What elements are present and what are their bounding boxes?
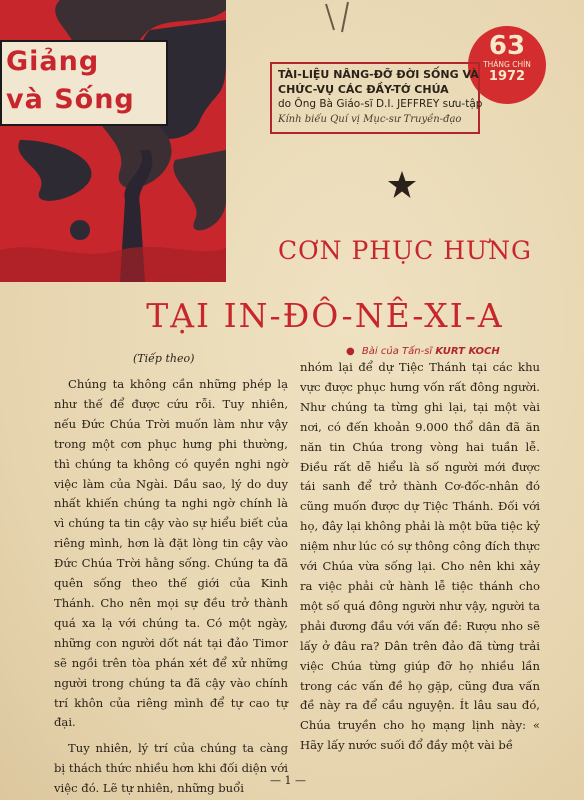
- info-line2: CHỨC-VỤ CÁC ĐẦY-TỚ CHÚA: [278, 83, 449, 96]
- continued-label: (Tiếp theo): [133, 352, 195, 365]
- bullet-icon: ●: [346, 346, 355, 357]
- left-paragraph-1: Chúng ta không cần những phép lạ như thế để được cứu rỗi. Tuy nhiên, nếu Đức Chúa Trời muốn làm như vậy trong một cơn phục hưng phi thường, thì chúng ta không có quyền nghi ngờ việc làm của Ngài. Dầu sao, lý do duy nhất khiến chúng ta nghi ngờ chính là vì chúng ta tin cậy vào sự hiểu biết của riêng mình, hơn là đặt lòng tin cậy vào Đức Chúa Trời hằng sống. Chúng ta đã quên sống theo thế giới của Kinh Thánh. Cho nên mọi sự đều trở thành quá xa lạ với chúng ta. Có một ngày, những con người dốt nát tại đảo Timor sẽ ngồi trên tòa phán xét để xử những người trong chúng ta đã cậy vào chính trí khôn của riêng mình để tự cao tự đại.: [54, 377, 288, 730]
- issue-month: THÁNG CHÍN: [483, 60, 531, 69]
- publication-info-box: [270, 62, 483, 134]
- article-title-line1: CƠN PHỤC HƯNG: [278, 236, 532, 265]
- left-paragraph-2: Tuy nhiên, lý trí của chúng ta càng bị thách thức nhiều hơn khi đối diện với việc đó. Lẽ tự nhiên, những buổi: [54, 741, 288, 796]
- magazine-title-box: [0, 40, 168, 126]
- cover-illustration: [0, 0, 226, 282]
- magazine-title-line1: Giảng: [6, 46, 100, 77]
- info-line3: do Ông Bà Giáo-sĩ D.I. JEFFREY sưu-tập: [278, 98, 483, 110]
- article-byline: [346, 346, 500, 357]
- byline-prefix: Bài của Tấn-sĩ: [361, 346, 433, 357]
- ink-marks: [318, 0, 358, 40]
- article-column-left: [54, 375, 288, 799]
- magazine-title-line2: và Sống: [6, 84, 135, 115]
- article-column-right: [300, 358, 540, 756]
- issue-year: 1972: [488, 69, 526, 84]
- byline-author: KURT KOCH: [435, 346, 500, 357]
- issue-number: 63: [488, 31, 526, 61]
- info-line4: Kính biếu Quí vị Mục-sư Truyền-đạo: [278, 114, 462, 125]
- article-title-line2: TẠI IN-ĐÔ-NÊ-XI-A: [146, 296, 504, 335]
- star-icon: [387, 170, 417, 200]
- info-line1: TÀI-LIỆU NÂNG-ĐỠ ĐỜI SỐNG VÀ: [278, 68, 479, 81]
- page-number: — 1 —: [270, 774, 306, 787]
- right-paragraph: nhóm lại để dự Tiệc Thánh tại các khu vực được phục hưng vốn rất đông người. Như chúng ta từng ghi lại, tại một vài nơi, có đến khoản 9.000 thổ dân đã ăn năn tin Chúa trong vòng hai tuần lễ. Điều rất dễ hiểu là số người mới được tái sanh để trở thành Cơ-đốc-nhân đó cũng muốn được dự Tiệc Thánh. Đối với họ, đây lại không phải là một bữa tiệc kỷ niệm như lúc có sự thông công đích thực với Chúa vừa sống lại. Cho nên khi xảy ra việc phải cử hành lễ tiệc thánh cho một số quá đông người như vậy, người ta phải đương đầu với vấn đề: Rượu nho sẽ lấy ở đâu ra? Dân trên đảo đã từng trải việc Chúa từng giúp đỡ họ nhiều lần trong các vấn đề họ gặp, cũng đưa vấn đề này ra để cầu nguyện. Ít lâu sau đó, Chúa truyền cho họ mạng lịnh này: « Hãy lấy nước suối đổ đầy một vài bề: [300, 360, 540, 753]
